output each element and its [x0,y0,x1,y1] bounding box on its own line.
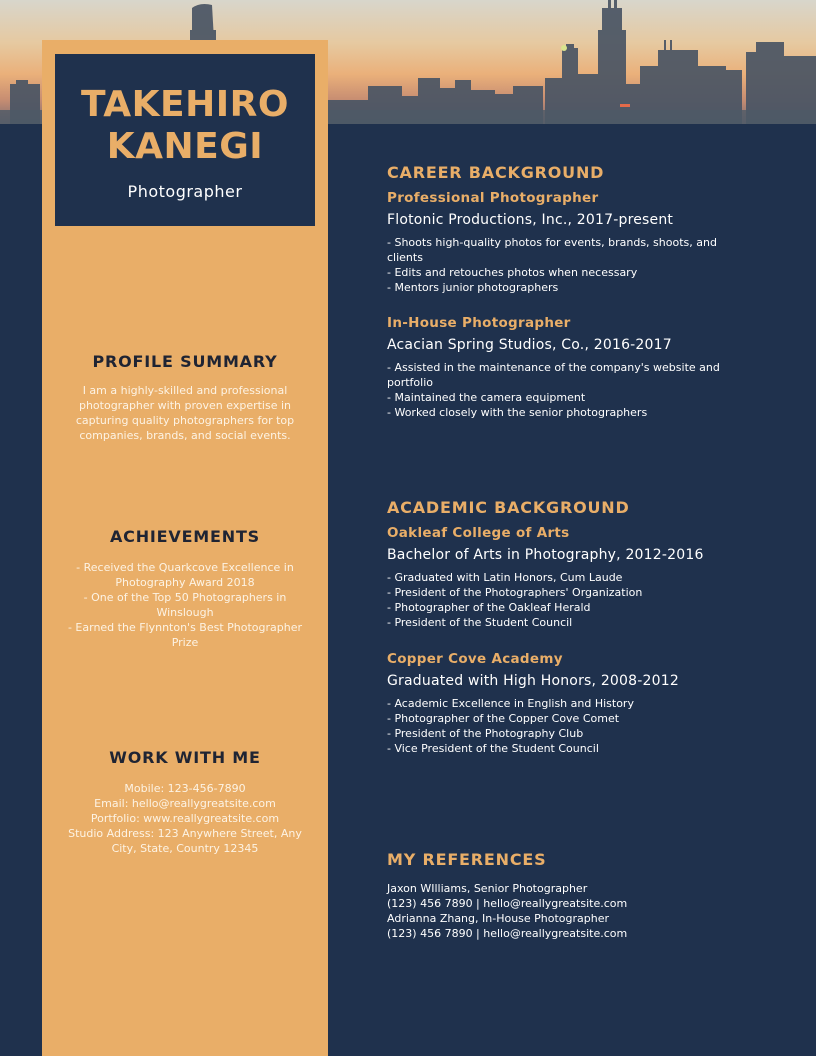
profile-summary-text [42,383,328,443]
school-name: Copper Cove Academy [387,651,563,667]
profile-line: capturing quality photographers for top [75,414,295,427]
portfolio-url: Portfolio: www.reallygreatsite.com [90,812,280,825]
job-role: Photographer [127,182,243,201]
duty-line: - Worked closely with the senior photographers [387,406,648,419]
profile-summary-heading: PROFILE SUMMARY [92,352,278,371]
achievements-list [42,560,328,650]
honor-line: - President of the Photographers' Organization [387,586,643,599]
honor-line: - President of the Student Council [387,616,573,629]
job-entry [387,190,767,295]
job-title: Professional Photographer [387,190,599,206]
honor-line: - Vice President of the Student Council [387,742,599,755]
duty-line: - Edits and retouches photos when necessary [387,266,638,279]
studio-address-line1: Studio Address: 123 Anywhere Street, Any [68,827,302,840]
career-section [387,163,767,295]
school-entry [387,525,767,630]
mobile-number: Mobile: 123-456-7890 [124,782,246,795]
achievement-line: Winslough [156,606,214,619]
job-company: Flotonic Productions, Inc., 2017-present [387,212,674,228]
school-honors [387,570,767,630]
achievement-line: Prize [171,636,199,649]
name-card [55,54,315,226]
school-degree: Graduated with High Honors, 2008-2012 [387,673,679,689]
full-name [55,84,315,168]
sidebar [42,40,328,1056]
duty-line: - Maintained the camera equipment [387,391,586,404]
job-title: In-House Photographer [387,315,571,331]
duty-line: - Shoots high-quality photos for events, brands, shoots, and [387,236,717,249]
reference-contact: (123) 456 7890 | hello@reallygreatsite.com [387,897,628,910]
profile-line: I am a highly-skilled and professional [82,384,288,397]
profile-summary-section [42,352,328,443]
first-name: TAKEHIRO [81,84,289,125]
honor-line: - Photographer of the Copper Cove Comet [387,712,620,725]
career-heading: CAREER BACKGROUND [387,163,605,182]
profile-line: photographer with proven expertise in [78,399,292,412]
contact-details [42,781,328,856]
honor-line: - Academic Excellence in English and History [387,697,634,710]
school-entry [387,651,767,756]
achievement-line: Photography Award 2018 [115,576,255,589]
duty-line: clients [387,251,423,264]
references-list [387,881,767,941]
job-company: Acacian Spring Studios, Co., 2016-2017 [387,337,672,353]
contact-heading: WORK WITH ME [109,748,261,767]
references-section [387,850,767,941]
honor-line: - Graduated with Latin Honors, Cum Laude [387,571,623,584]
academic-section [387,498,767,630]
profile-line: companies, brands, and social events. [79,429,291,442]
school-degree: Bachelor of Arts in Photography, 2012-2016 [387,547,704,563]
academic-heading: ACADEMIC BACKGROUND [387,498,630,517]
reference-name: Adrianna Zhang, In-House Photographer [387,912,610,925]
achievement-line: - Received the Quarkcove Excellence in [76,561,294,574]
studio-address-line2: City, State, Country 12345 [111,842,259,855]
achievements-section [42,527,328,650]
school-name: Oakleaf College of Arts [387,525,570,541]
achievement-line: - Earned the Flynnton's Best Photographer [67,621,303,634]
email-address: Email: hello@reallygreatsite.com [94,797,276,810]
school-honors [387,696,767,756]
duty-line: - Assisted in the maintenance of the company's website and [387,361,720,374]
job-duties [387,235,767,295]
honor-line: - President of the Photography Club [387,727,584,740]
job-duties [387,360,767,420]
last-name: KANEGI [106,126,264,167]
duty-line: portfolio [387,376,433,389]
achievements-heading: ACHIEVEMENTS [110,527,260,546]
honor-line: - Photographer of the Oakleaf Herald [387,601,591,614]
job-entry [387,315,767,420]
references-heading: MY REFERENCES [387,850,547,869]
achievement-line: - One of the Top 50 Photographers in [83,591,287,604]
reference-name: Jaxon WIlliams, Senior Photographer [387,882,588,895]
reference-contact: (123) 456 7890 | hello@reallygreatsite.com [387,927,628,940]
duty-line: - Mentors junior photographers [387,281,559,294]
contact-section [42,748,328,856]
